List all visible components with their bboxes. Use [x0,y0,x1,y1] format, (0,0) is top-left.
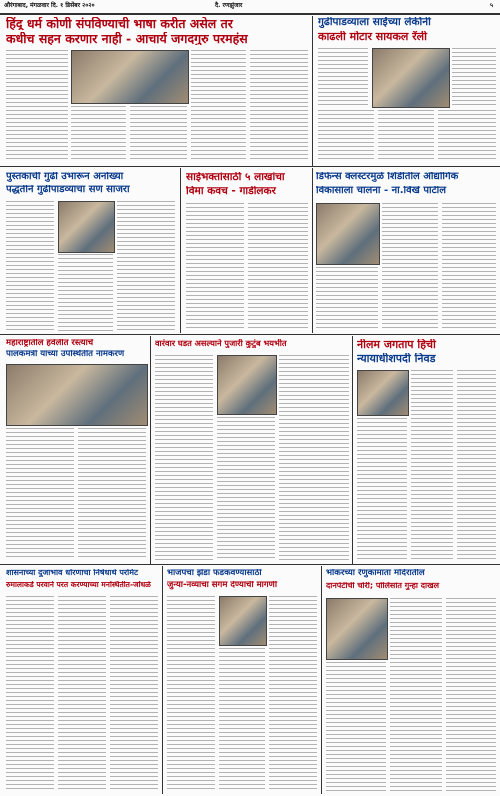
text-column [167,596,215,792]
headline-bjp-1: भाजपचा झेंडा फडकवण्यासाठी [167,569,262,578]
text-column [186,203,244,331]
text-column [316,267,378,331]
news-photo [58,201,115,253]
headline-insurance-1: साईभक्तांसाठी ५ लाखांचा [186,172,285,183]
masthead-title: दै. रणझुंजार [215,2,243,9]
news-photo [219,596,267,646]
text-column [248,203,308,331]
headline-bjp-2: जुन्या-नव्यांचा संगम देण्याची मागणी [167,581,278,590]
headline-insurance-2: विमा कवच - गाडीलकर [186,186,276,197]
text-column [71,106,126,162]
text-column [318,48,368,106]
text-column [357,418,407,560]
text-column [6,596,54,792]
headline-renuka-1: भोकरच्या रेणुकामाता मंदिरातील [326,569,425,578]
headline-books-gudi-2: पद्धतीने गुढीपाडव्याचा सण साजरा [6,185,130,195]
text-column [78,428,146,560]
news-photo [316,203,380,265]
column-rule [150,336,151,564]
text-column [446,598,496,792]
text-column [6,201,54,331]
headline-road-naming-1: महाराष्ट्रातील हवेलीत रस्त्यांचे [6,339,94,348]
column-rule [312,16,313,166]
column-rule [312,168,313,333]
text-column [378,110,434,162]
news-photo [71,50,189,104]
text-column [250,50,308,162]
headline-road-naming-2: पालकमंत्री यांच्या उपस्थितीत नामकरण [6,350,125,359]
masthead [0,0,500,15]
text-column [326,662,386,792]
masthead-date: औरंगाबाद, मंगळवार दि. १ डिसेंबर २०२० [4,2,95,9]
text-column [219,648,265,792]
section-rule [0,564,500,565]
column-rule [162,566,163,794]
text-column [411,370,453,560]
column-rule [352,336,353,564]
column-rule [321,566,322,794]
text-column [58,596,106,792]
text-column [155,355,213,560]
headline-defence-2: विकासाला चालना - ना.विखे पाटील [316,186,447,196]
text-column [110,596,158,792]
text-column [117,201,175,331]
text-column [130,106,187,162]
text-column [279,355,349,560]
news-photo [372,48,450,108]
page-number: ५ [490,2,494,9]
section-rule [0,334,500,335]
headline-permit-1: शासनाच्या दुजाभाव धोरणाचा निषेधार्थ परमिट [6,569,139,577]
text-column [318,110,374,162]
text-column [191,50,246,162]
text-column [442,203,496,331]
column-rule [180,168,181,333]
section-rule [0,166,500,167]
text-column [269,596,317,792]
text-column [457,370,496,560]
headline-priest-family: वारंवार घडत असल्याने पुजारी कुटुंब भयभीत [155,339,287,348]
text-column [217,417,275,560]
portrait-photo [357,370,409,416]
text-column [58,254,113,331]
headline-permit-2: रुमालाकडे परवाने परत करण्याच्या मनस्थितीत-जोंधळे [6,581,151,589]
news-photo [217,355,277,415]
news-photo [6,364,148,426]
headline-books-gudi-1: पुस्तकांची गुढी उभारून अनोख्या [6,172,124,182]
headline-sai-rally-1: गुढीपाडव्याला साईंच्या लेकींनी [318,17,431,28]
headline-neelam-1: नीलम जगताप हिची [357,339,436,351]
headline-hindu-dharma-1: हिंदू धर्म कोणी संपविण्याची भाषा करीत असेल तर [6,17,233,31]
text-column [6,50,68,162]
headline-hindu-dharma-2: कधीच सहन करणार नाही - आचार्य जगदगुरु परमहंस [6,32,248,46]
news-photo [326,598,388,660]
text-column [382,203,438,331]
headline-renuka-2: दानपेटीची चोरी; पोलिसांत गुन्हा दाखल [326,582,440,590]
text-column [438,110,496,162]
text-column [390,598,442,792]
headline-neelam-2: न्यायाधीशपदी निवड [357,353,436,365]
headline-sai-rally-2: काढली मोटार सायकल रॅली [318,31,427,43]
headline-defence-1: डिफेन्स क्लस्टरमुळे शिर्डीतील औद्योगिक [316,172,459,182]
text-column [452,48,496,106]
text-column [6,428,74,560]
